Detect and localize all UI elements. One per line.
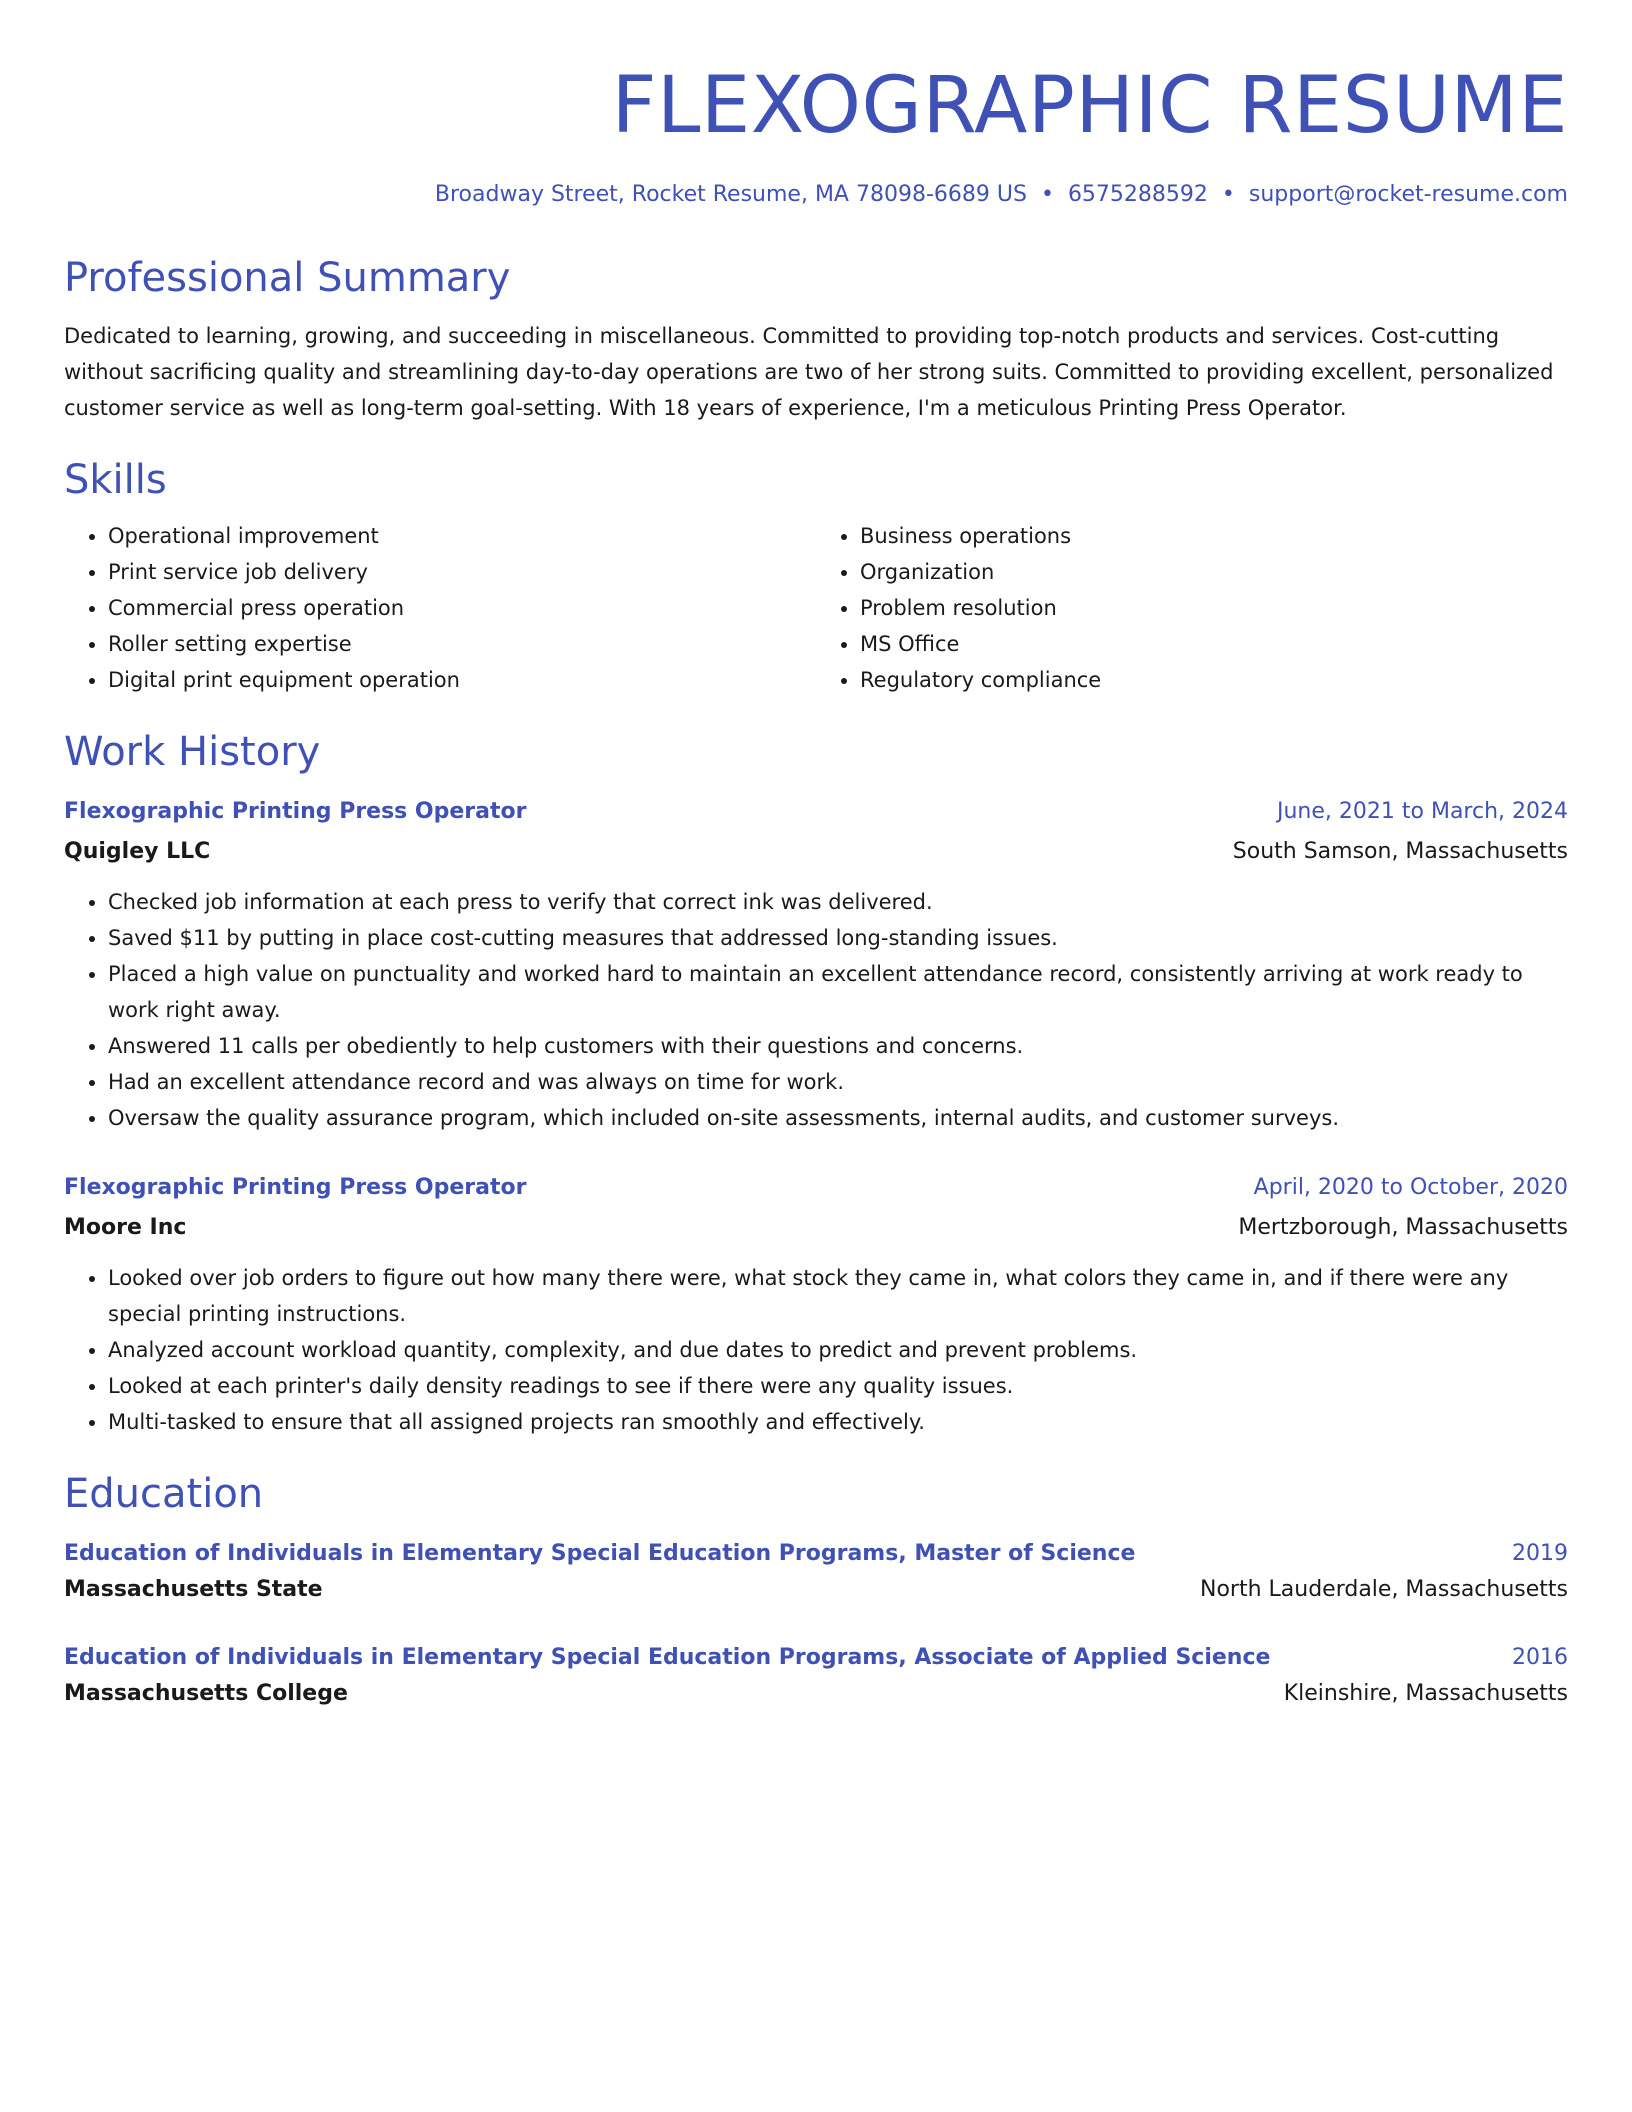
job-bullet: • Checked job information at each press to verify that correct ink was delivered. [108, 884, 1568, 920]
education-entry [64, 1536, 1568, 1608]
job-bullet: • Had an excellent attendance record and was always on time for work. [108, 1064, 1568, 1100]
degree-title: Education of Individuals in Elementary Special Education Programs, Associate of Applied Science [64, 1645, 1271, 1670]
skill-item: • Business operations [860, 518, 1568, 554]
job-bullet: • Looked at each printer's daily density readings to see if there were any quality issues. [108, 1368, 1568, 1404]
company-name: Moore Inc [64, 1215, 187, 1240]
school-name: Massachusetts College [64, 1681, 348, 1706]
job-company-row [64, 834, 1568, 870]
job-title: Flexographic Printing Press Operator [64, 799, 527, 824]
job-entry [64, 1170, 1568, 1440]
graduation-year: 2016 [1512, 1645, 1568, 1670]
education-heading: Education [64, 1471, 264, 1517]
education-header-row [64, 1640, 1568, 1676]
job-bullet: • Oversaw the quality assurance program, which included on-site assessments, internal audits, and customer surveys. [108, 1100, 1568, 1136]
degree-title: Education of Individuals in Elementary Special Education Programs, Master of Science [64, 1541, 1136, 1566]
skill-item: • Print service job delivery [108, 554, 816, 590]
skill-item: • Organization [860, 554, 1568, 590]
job-bullet: • Looked over job orders to figure out how many there were, what stock they came in, what colors they came in, and if there were any special printing instructions. [108, 1260, 1568, 1332]
company-name: Quigley LLC [64, 839, 211, 864]
skill-item: • Roller setting expertise [108, 626, 816, 662]
work-history-heading: Work History [64, 729, 321, 775]
contact-email[interactable]: support@rocket-resume.com [1248, 182, 1568, 207]
job-title: Flexographic Printing Press Operator [64, 1175, 527, 1200]
job-company-row [64, 1210, 1568, 1246]
contact-separator: • [1221, 182, 1235, 207]
job-header-row [64, 1170, 1568, 1206]
school-location: North Lauderdale, Massachusetts [1199, 1577, 1568, 1602]
skills-grid [64, 518, 1568, 698]
job-entry [64, 794, 1568, 1136]
education-header-row [64, 1536, 1568, 1572]
skill-item: • Regulatory compliance [860, 662, 1568, 698]
skills-list-left [64, 518, 816, 698]
skill-item: • Digital print equipment operation [108, 662, 816, 698]
school-location: Kleinshire, Massachusetts [1283, 1681, 1568, 1706]
summary-text: Dedicated to learning, growing, and succeeding in miscellaneous. Committed to providing top-notch products and services. Cost-cutting without sacrificing quality and streamlining day-to-day operations are two of her strong suits. Committed to providing excellent, personalized customer service as well as long-term goal-setting. With 18 years of experience, I'm a meticulous Printing Press Operator. [64, 324, 1554, 420]
graduation-year: 2019 [1512, 1541, 1568, 1566]
skills-heading: Skills [64, 457, 167, 503]
job-bullet: • Saved $11 by putting in place cost-cutting measures that addressed long-standing issues. [108, 920, 1568, 956]
skill-item: • MS Office [860, 626, 1568, 662]
job-header-row [64, 794, 1568, 830]
job-bullets [64, 1260, 1568, 1440]
skills-list-right [816, 518, 1568, 698]
school-name: Massachusetts State [64, 1577, 323, 1602]
job-bullet: • Answered 11 calls per obediently to help customers with their questions and concerns. [108, 1028, 1568, 1064]
education-school-row [64, 1676, 1568, 1712]
job-bullet: • Placed a high value on punctuality and worked hard to maintain an excellent attendance record, consistently arriving at work ready to work right away. [108, 956, 1568, 1028]
contact-phone: 6575288592 [1067, 182, 1208, 207]
job-location: South Samson, Massachusetts [1232, 839, 1568, 864]
job-dates: April, 2020 to October, 2020 [1253, 1175, 1568, 1200]
education-entry [64, 1640, 1568, 1712]
resume-title: FLEXOGRAPHIC RESUME [611, 61, 1568, 151]
contact-line [64, 180, 1568, 210]
job-bullet: • Multi-tasked to ensure that all assigned projects ran smoothly and effectively. [108, 1404, 1568, 1440]
job-dates: June, 2021 to March, 2024 [1277, 799, 1568, 824]
skill-item: • Commercial press operation [108, 590, 816, 626]
job-location: Mertzborough, Massachusetts [1238, 1215, 1568, 1240]
contact-address: Broadway Street, Rocket Resume, MA 78098-6689 US [434, 182, 1027, 207]
skill-item: • Problem resolution [860, 590, 1568, 626]
job-bullets [64, 884, 1568, 1136]
job-bullet: • Analyzed account workload quantity, complexity, and due dates to predict and prevent problems. [108, 1332, 1568, 1368]
summary-heading: Professional Summary [64, 255, 511, 301]
skill-item: • Operational improvement [108, 518, 816, 554]
education-school-row [64, 1572, 1568, 1608]
contact-separator: • [1040, 182, 1054, 207]
resume-page [64, 0, 1568, 1712]
